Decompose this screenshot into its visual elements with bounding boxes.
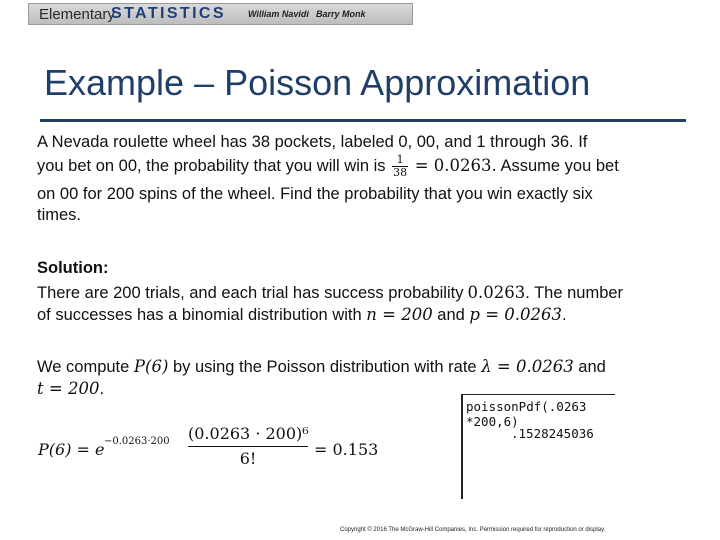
p6-symbol: P(6) <box>133 357 169 376</box>
problem-line-4-text: times. <box>37 206 82 224</box>
formula-lhs <box>38 440 104 459</box>
slide-title: Example – Poisson Approximation <box>44 62 591 103</box>
fraction-denominator: 38 <box>393 166 408 180</box>
solution-label: Solution: <box>37 259 109 277</box>
probability-value: = 0.0263. <box>414 156 497 175</box>
calculator-screen <box>461 394 615 499</box>
problem-line-4 <box>37 203 81 227</box>
problem-line-2-text: you bet on 00, the probability that you will win is <box>37 157 386 175</box>
solution-line-1 <box>37 281 623 305</box>
solution-line-2-text: of successes has a binomial distribution with <box>37 306 362 324</box>
solution-line-3-mid: by using the Poisson distribution with rate <box>173 358 477 376</box>
solution-line-4-end: . <box>99 380 105 398</box>
title-underline <box>40 119 686 122</box>
problem-line-1 <box>37 130 587 154</box>
solution-line-2-and: and <box>437 306 465 324</box>
banner-author-2: Barry Monk <box>316 9 366 19</box>
success-probability: 0.0263 <box>467 283 526 302</box>
banner-author-1: William Navidi <box>248 9 309 19</box>
formula-lhs-text: P(6) = e <box>38 440 105 459</box>
problem-line-3-text: on 00 for 200 spins of the wheel. Find the probability that you win exactly six <box>37 185 593 203</box>
probability-fraction <box>392 154 408 179</box>
solution-line-2 <box>37 303 567 327</box>
formula-fraction <box>188 422 308 471</box>
problem-line-2-tail: Assume you bet <box>500 157 619 175</box>
fraction-numerator: 1 <box>392 154 408 167</box>
calc-result: .1528245036 <box>511 426 594 441</box>
problem-line-1-text: A Nevada roulette wheel has 38 pockets, labeled 0, 00, and 1 through 36. If <box>37 133 588 151</box>
copyright-footer: Copyright © 2016 The McGraw-Hill Companies, Inc. Permission required for reproduction or display. <box>340 527 606 533</box>
banner-brand-elementary: Elementary <box>39 6 115 23</box>
solution-line-3-and: and <box>578 358 606 376</box>
p-value: p = 0.0263 <box>469 305 563 324</box>
solution-line-1-tail: . The number <box>525 284 624 302</box>
solution-line-3-text: We compute <box>37 358 130 376</box>
solution-line-1-text: There are 200 trials, and each trial has success probability <box>37 284 464 302</box>
calc-line-2: *200,6) <box>466 414 519 429</box>
problem-line-3 <box>37 182 593 206</box>
lambda-value: λ = 0.0263 <box>481 357 574 376</box>
t-value: t = 200 <box>37 379 100 398</box>
problem-line-2 <box>37 154 619 179</box>
banner-brand-statistics: STATISTICS <box>111 5 226 22</box>
formula-result: = 0.153 <box>314 440 379 459</box>
formula-exponent: −0.0263·200 <box>104 436 170 447</box>
formula-numerator: (0.0263 · 200)⁶ <box>188 424 309 443</box>
calc-line-1: poissonPdf(.0263 <box>466 399 587 414</box>
solution-line-3 <box>37 355 606 379</box>
book-banner <box>28 3 413 25</box>
solution-line-4 <box>37 377 104 401</box>
solution-line-2-end: . <box>562 306 567 324</box>
n-value: n = 200 <box>366 305 433 324</box>
formula-denominator: 6! <box>239 449 257 468</box>
